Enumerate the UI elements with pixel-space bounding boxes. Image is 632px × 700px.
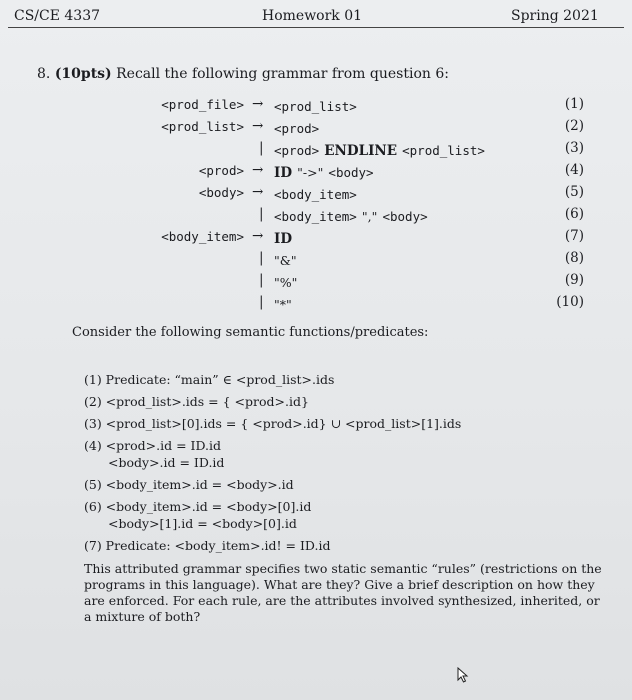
production-number: (1) — [564, 96, 584, 112]
grammar-lhs: <prod> — [198, 163, 244, 178]
semantic-rule-continuation: <body>.id = ID.id — [108, 455, 225, 470]
grammar-lhs: <body> — [198, 185, 244, 200]
grammar-rhs — [274, 294, 292, 313]
grammar-rhs — [274, 96, 357, 115]
alternative-bar: | — [259, 206, 264, 222]
question-points: (10pts) — [54, 66, 112, 82]
production-number: (4) — [564, 162, 584, 178]
production-number: (2) — [564, 118, 584, 134]
production-number: (7) — [564, 228, 584, 244]
terminal-keyword: ID — [274, 165, 293, 181]
grammar-rhs — [274, 228, 292, 247]
nonterminal: <prod> — [274, 121, 320, 136]
nonterminal: <body_item> — [274, 187, 357, 202]
grammar-rhs — [274, 184, 357, 203]
closing-paragraph: This attributed grammar specifies two static semantic “rules” (restrictions on the programs in this language). What are they? Give a brief description on how they are enforced. For each rule, are the attributes involved synthesized, inherited, or a mixture of both? — [84, 561, 602, 624]
term: Spring 2021 — [511, 8, 599, 24]
production-number: (8) — [564, 250, 584, 266]
grammar-lhs: <body_item> — [161, 229, 244, 244]
nonterminal: <prod_list> — [274, 99, 357, 114]
production-number: (9) — [564, 272, 584, 288]
production-arrow: → — [252, 228, 264, 244]
grammar-rhs — [274, 206, 428, 225]
question-heading — [37, 66, 449, 82]
alternative-bar: | — [259, 140, 264, 156]
question-number: 8. — [37, 66, 51, 82]
semantic-rule: (1) Predicate: “main” ∈ <prod_list>.ids — [84, 372, 335, 387]
terminal-literal: "%" — [274, 275, 298, 290]
semantics-intro: Consider the following semantic functions/predicates: — [72, 325, 429, 340]
grammar-rhs — [274, 140, 485, 159]
terminal-keyword: ENDLINE — [324, 143, 398, 159]
alternative-bar: | — [259, 250, 264, 266]
document-title: Homework 01 — [262, 8, 363, 24]
grammar-rhs — [274, 250, 297, 269]
nonterminal: <prod_list> — [402, 143, 485, 158]
semantic-rule: (4) <prod>.id = ID.id — [84, 438, 222, 453]
grammar-rhs — [274, 272, 297, 291]
semantic-rule-continuation: <body>[1].id = <body>[0].id — [108, 516, 297, 531]
grammar-rhs — [274, 118, 319, 137]
terminal-literal: "," — [361, 209, 378, 224]
production-number: (3) — [564, 140, 584, 156]
nonterminal: <body> — [382, 209, 428, 224]
production-arrow: → — [252, 118, 264, 134]
grammar-rhs — [274, 162, 374, 181]
mouse-cursor-icon — [455, 667, 471, 683]
terminal-keyword: ID — [274, 231, 293, 247]
terminal-literal: "*" — [274, 297, 292, 312]
production-number: (10) — [556, 294, 584, 310]
semantic-rule: (7) Predicate: <body_item>.id! = ID.id — [84, 538, 331, 553]
semantic-rule: (6) <body_item>.id = <body>[0].id — [84, 499, 312, 514]
production-arrow: → — [252, 162, 264, 178]
question-prompt: Recall the following grammar from question 6: — [116, 66, 449, 82]
nonterminal: <body> — [328, 165, 374, 180]
alternative-bar: | — [259, 272, 264, 288]
semantic-rule: (5) <body_item>.id = <body>.id — [84, 477, 294, 492]
grammar-lhs: <prod_list> — [161, 119, 244, 134]
alternative-bar: | — [259, 294, 264, 310]
production-number: (6) — [564, 206, 584, 222]
header-rule — [8, 27, 624, 28]
nonterminal: <body_item> — [274, 209, 357, 224]
production-number: (5) — [564, 184, 584, 200]
course-code: CS/CE 4337 — [14, 8, 101, 24]
nonterminal: <prod> — [274, 143, 320, 158]
production-arrow: → — [252, 184, 264, 200]
terminal-literal: "->" — [297, 165, 324, 180]
semantic-rule: (3) <prod_list>[0].ids = { <prod>.id} ∪ <prod_list>[1].ids — [84, 416, 462, 431]
grammar-lhs: <prod_file> — [161, 97, 244, 112]
terminal-literal: "&" — [274, 253, 297, 268]
production-arrow: → — [252, 96, 264, 112]
semantic-rule: (2) <prod_list>.ids = { <prod>.id} — [84, 394, 309, 409]
